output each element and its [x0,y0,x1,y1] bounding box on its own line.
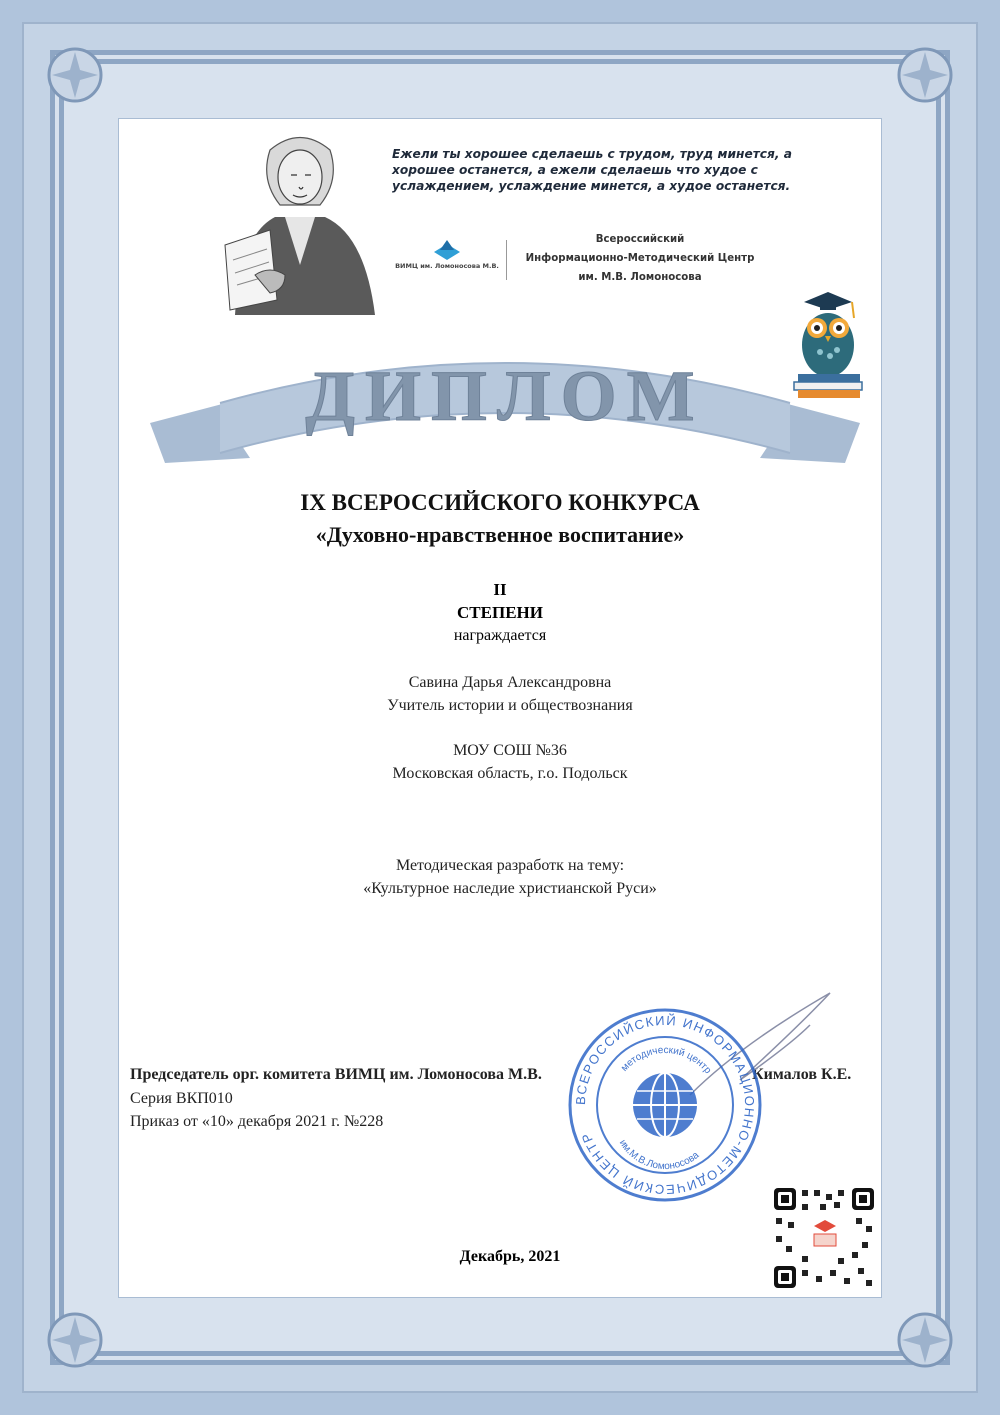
corner-ornament-icon [40,40,110,110]
stamp-inner-text: методический центр [619,1044,714,1077]
svg-text:им.М.В.Ломоносова [617,1138,702,1172]
ribbon-title: ДИПЛОМ [305,356,705,436]
degree-label: СТЕПЕНИ [457,603,543,622]
recipient-name: Савина Дарья Александровна [408,674,612,691]
svg-text:методический центр [619,1045,713,1077]
org-line: им. М.В. Ломоносова [578,272,702,283]
stamp-bottom-text: им.М.В.Ломоносова [616,1137,702,1173]
diploma-ribbon-banner [150,328,860,488]
recipient-school: МОУ СОШ №36 [453,742,567,759]
issue-date: Декабрь, 2021 [459,1248,561,1265]
work-intro: Методическая разработк на тему: [395,857,625,874]
corner-ornament-icon [890,40,960,110]
quote-line: услаждением, услаждение минется, а худое останется. [392,179,791,193]
vimc-logo-label: ВИМЦ им. Ломоносова М.В. [395,262,499,270]
organization-name [510,230,770,287]
lomonosov-quote [392,146,812,194]
chairman-line: Председатель орг. комитета ВИМЦ им. Ломоносова М.В. [130,1066,542,1083]
recipient-location: Московская область, г.о. Подольск [392,765,628,782]
series-number: Серия ВКП010 [130,1090,233,1107]
order-reference: Приказ от «10» декабря 2021 г. №228 [130,1113,384,1130]
contest-subtitle: «Духовно-нравственное воспитание» [315,522,685,547]
recipient-position: Учитель истории и обществознания [387,697,633,714]
degree-number: II [493,580,507,599]
awarded-text: награждается [453,627,547,644]
qr-code-icon[interactable] [772,1186,876,1290]
vimc-logo-icon [430,238,464,262]
work-topic: «Культурное наследие христианской Руси» [363,880,657,897]
org-line: Всероссийский [595,234,685,245]
chairman-name: Кималов К.Е. [752,1066,852,1083]
corner-ornament-icon [890,1305,960,1375]
quote-line: хорошее останется, а ежели сделаешь что худое с [392,163,758,177]
official-stamp [565,1005,765,1205]
lomonosov-portrait-icon [215,125,385,315]
contest-title: IX ВСЕРОССИЙСКОГО КОНКУРСА [300,490,700,515]
divider [506,240,507,280]
corner-ornament-icon [40,1305,110,1375]
quote-line: Ежели ты хорошее сделаешь с трудом, труд минется, а [392,147,792,161]
stamp-outer-text: ВСЕРОССИЙСКИЙ ИНФОРМАЦИОННО-МЕТОДИЧЕСКИЙ ЦЕНТР [572,1012,758,1198]
org-line: Информационно-Методический Центр [525,253,755,264]
